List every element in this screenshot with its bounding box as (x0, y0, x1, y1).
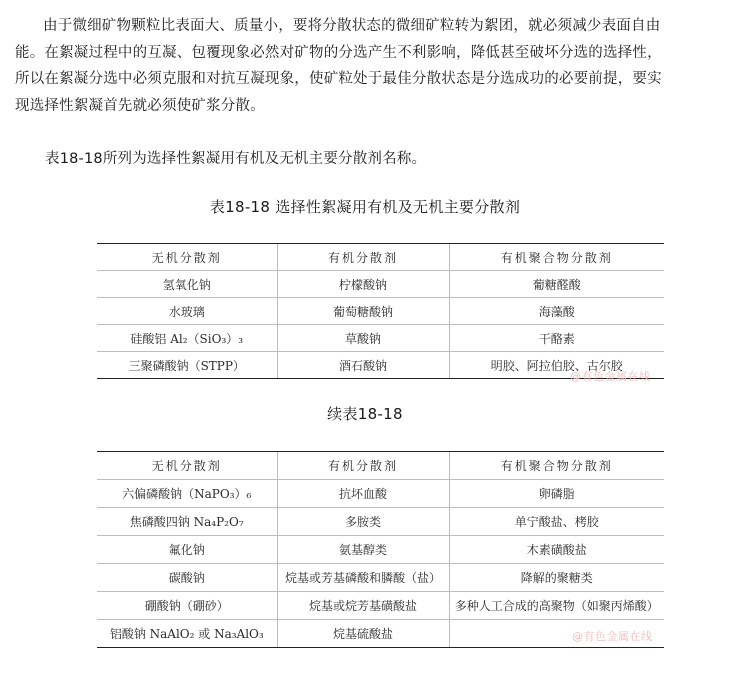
table-row (97, 592, 664, 620)
watermark: @有色金属在线 (572, 630, 653, 643)
table-cell: 氟化钠 (97, 536, 277, 564)
table-cell: 草酸钠 (277, 325, 449, 352)
table-cell: 葡糖醛酸 (449, 271, 664, 298)
header-cell: 有机聚合物分散剂 (449, 244, 664, 271)
table-cell: 单宁酸盐、栲胶 (449, 508, 664, 536)
table-cell: 卵磷脂 (449, 480, 664, 508)
reference-paragraph: 表18-18所列为选择性絮凝用有机及无机主要分散剂名称。 (45, 151, 427, 167)
table-header-row (97, 244, 664, 271)
table-cell: 硼酸钠（硼砂） (97, 592, 277, 620)
intro-line: 所以在絮凝分选中必须克服和对抗互凝现象，使矿粒处于最佳分散状态是分选成功的必要前提，要实 (15, 71, 662, 87)
table-cell: 葡萄糖酸钠 (277, 298, 449, 325)
table-cell: 酒石酸钠 (277, 352, 449, 379)
table-cell: 降解的聚糖类 (449, 564, 664, 592)
watermark: @有色金属在线 (570, 370, 651, 383)
table-cell: 多胺类 (277, 508, 449, 536)
table-cell: 硅酸铝 Al₂（SiO₃）₃ (97, 325, 277, 352)
table-row (97, 325, 664, 352)
intro-line: 现选择性絮凝首先就必须使矿浆分散。 (15, 97, 265, 114)
table-cell: 烷基或烷芳基磺酸盐 (277, 592, 449, 620)
table-cell: 木素磺酸盐 (449, 536, 664, 564)
table-cell: 氨基醇类 (277, 536, 449, 564)
header-cell: 无机分散剂 (97, 244, 277, 271)
table-row (97, 480, 664, 508)
continued-table-caption: 续表18-18 (327, 405, 403, 423)
table-cell: 水玻璃 (97, 298, 277, 325)
table-cell: 海藻酸 (449, 298, 664, 325)
table-row (97, 564, 664, 592)
dispersant-table-continued (97, 451, 664, 648)
table-row (97, 271, 664, 298)
table-cell: 烷基硫酸盐 (277, 620, 449, 648)
table-cell: 烷基或芳基磷酸和膦酸（盐） (277, 564, 449, 592)
intro-paragraph (15, 13, 715, 119)
table-header-row (97, 452, 664, 480)
table-cell: 铝酸钠 NaAlO₂ 或 Na₃AlO₃ (97, 620, 277, 648)
table-row (97, 536, 664, 564)
header-cell: 有机聚合物分散剂 (449, 452, 664, 480)
header-cell: 有机分散剂 (277, 452, 449, 480)
table-cell: 六偏磷酸钠（NaPO₃）₆ (97, 480, 277, 508)
table-cell: 柠檬酸钠 (277, 271, 449, 298)
table-cell: 抗坏血酸 (277, 480, 449, 508)
table-cell: 三聚磷酸钠（STPP） (97, 352, 277, 379)
header-cell: 无机分散剂 (97, 452, 277, 480)
table-cell: 碳酸钠 (97, 564, 277, 592)
table-cell: 干酪素 (449, 325, 664, 352)
table-cell: 氢氧化钠 (97, 271, 277, 298)
table-caption: 表18-18 选择性絮凝用有机及无机主要分散剂 (209, 198, 521, 216)
table-cell: 焦磷酸四钠 Na₄P₂O₇ (97, 508, 277, 536)
dispersant-table (97, 243, 664, 379)
table-row (97, 298, 664, 325)
intro-line: 由于微细矿物颗粒比表面大、质量小，要将分散状态的微细矿粒转为絮团，就必须减少表面自由 (43, 18, 661, 34)
header-cell: 有机分散剂 (277, 244, 449, 271)
intro-line: 能。在絮凝过程中的互凝、包覆现象必然对矿物的分选产生不利影响，降低甚至破坏分选的选择性， (15, 44, 662, 61)
table-cell: 多种人工合成的高聚物（如聚丙烯酸） (449, 592, 664, 620)
table-row (97, 508, 664, 536)
table-cell: 明胶、阿拉伯胶、古尔胶 (449, 352, 664, 379)
